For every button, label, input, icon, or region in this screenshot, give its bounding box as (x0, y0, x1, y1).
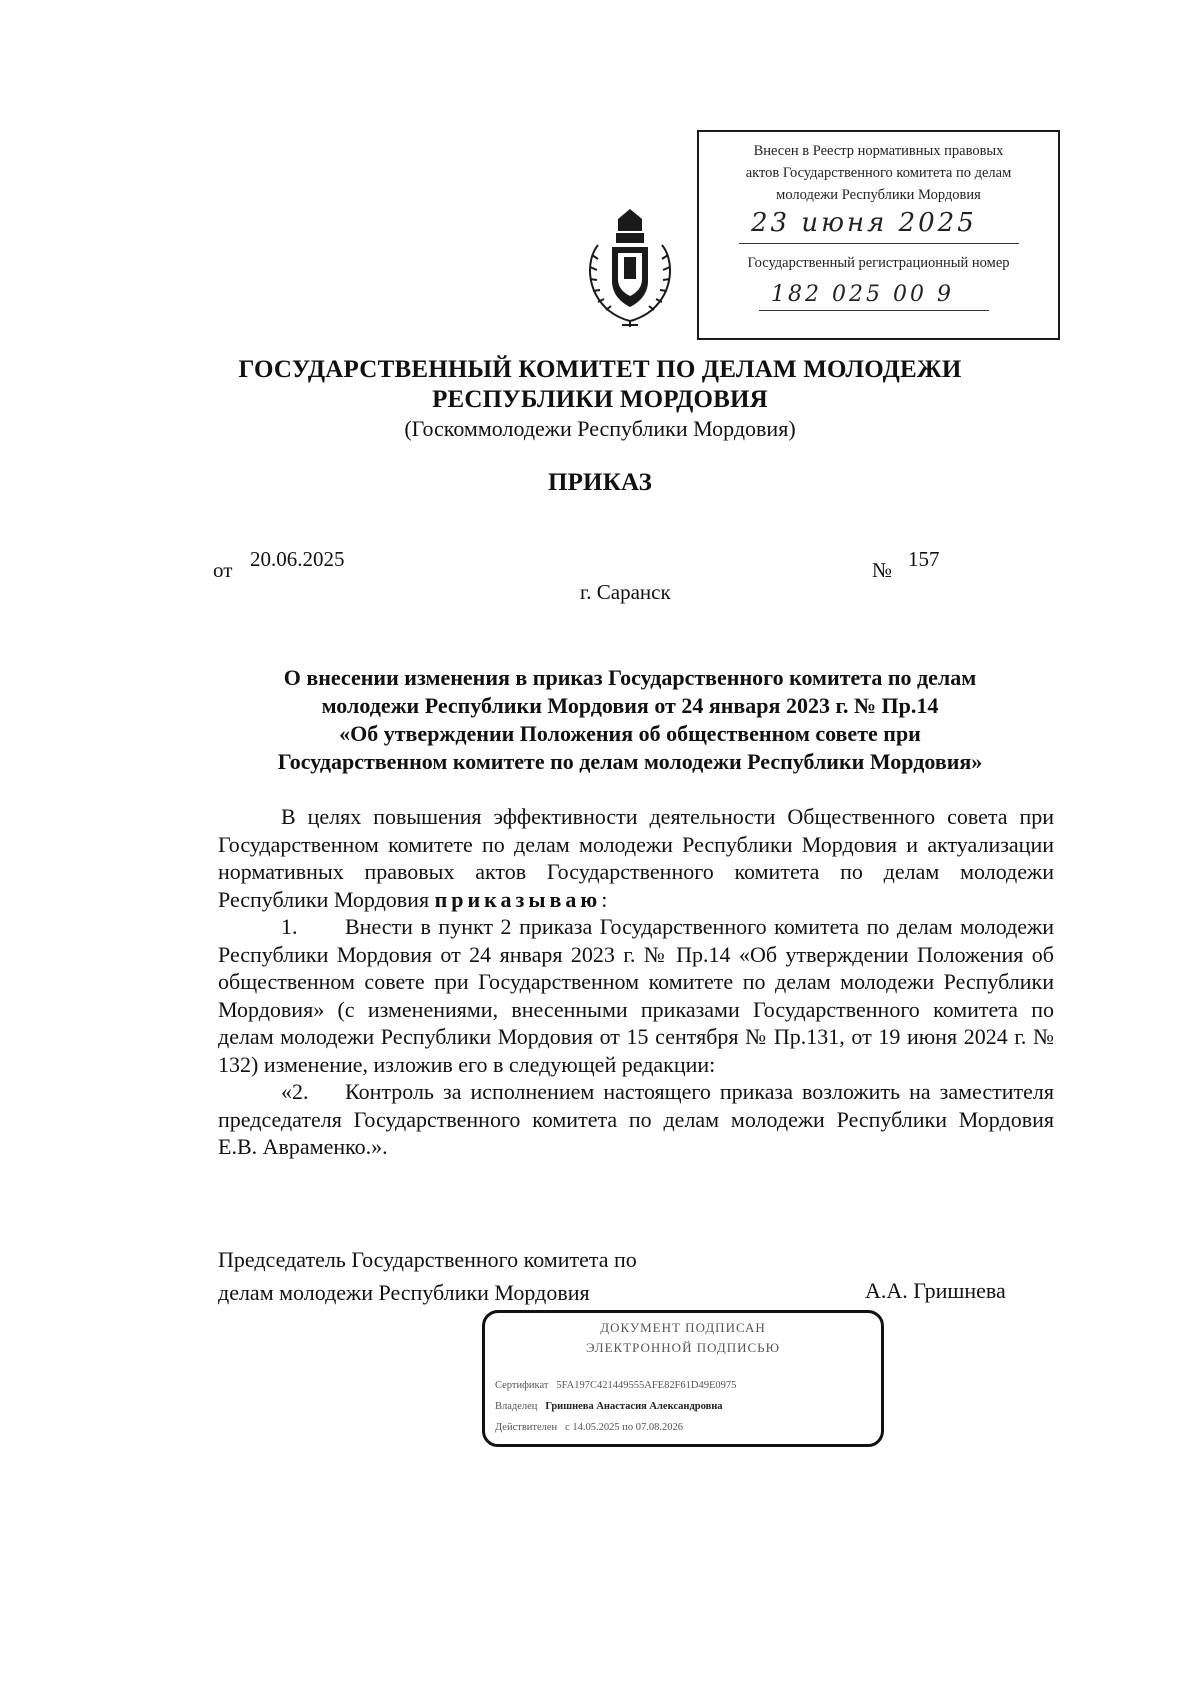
registry-number-label: Государственный регистрационный номер (747, 255, 1010, 271)
order-city: г. Саранск (580, 580, 671, 604)
order-body (218, 803, 1054, 1161)
order-number: 157 (908, 547, 940, 571)
registry-number-underline (759, 310, 989, 311)
esig-validity-value: с 14.05.2025 по 07.08.2026 (565, 1422, 683, 1433)
title-line-2: молодежи Республики Мордовия от 24 января 2023 г. № Пр.14 (321, 693, 939, 718)
number-label: № (872, 558, 893, 582)
order-date: 20.06.2025 (250, 547, 345, 571)
esig-title-line-2: ЭЛЕКТРОННОЙ ПОДПИСЬЮ (586, 1340, 780, 1355)
orders-colon: : (601, 886, 608, 912)
intro-text: В целях повышения эффективности деятельности Общественного совета при Государственном комитете по делам молодежи Республики Мордовия и актуализации нормативных правовых актов Государственного комитета по делам молодежи Республики Мордовия (218, 804, 1054, 912)
signatory-position (218, 1243, 637, 1309)
committee-abbreviation: (Госкоммолодежи Республики Мордовия) (404, 416, 796, 441)
signatory-position-line-1: Председатель Государственного комитета по (218, 1247, 637, 1272)
registry-line-3: молодежи Республики Мордовия (776, 187, 981, 203)
intro-paragraph (218, 803, 1054, 913)
date-label: от (213, 558, 233, 582)
registry-line-1: Внесен в Реестр нормативных правовых (753, 143, 1004, 159)
signatory-name: А.А. Гришнева (865, 1278, 1006, 1303)
esig-owner-label: Владелец (495, 1401, 538, 1412)
esig-certificate-label: Сертификат (495, 1380, 549, 1391)
committee-name-line-2: РЕСПУБЛИКИ МОРДОВИЯ (432, 386, 768, 413)
item-2-text: Контроль за исполнением настоящего приказа возложить на заместителя председателя Государственного комитета по делам молодежи Республики Мордовия Е.В. Авраменко.». (218, 1079, 1054, 1159)
title-line-4: Государственном комитете по делам молодежи Республики Мордовия» (277, 749, 983, 774)
registry-stamp (697, 130, 1060, 340)
esig-owner-value: Гришнева Анастасия Александровна (545, 1401, 723, 1412)
esig-validity-row (495, 1422, 683, 1433)
title-line-3: «Об утверждении Положения об общественном совете при (339, 721, 921, 746)
electronic-signature-stamp (482, 1310, 884, 1447)
item-1-paragraph (218, 913, 1054, 1078)
signatory-position-line-2: делам молодежи Республики Мордовия (218, 1280, 590, 1305)
coat-of-arms-icon (578, 205, 682, 330)
esig-certificate-row (495, 1380, 736, 1391)
registry-entry-date: 23 июня 2025 (751, 208, 977, 238)
committee-name-line-1: ГОСУДАРСТВЕННЫЙ КОМИТЕТ ПО ДЕЛАМ МОЛОДЕЖИ (238, 356, 962, 383)
item-2-number: «2. (281, 1079, 309, 1104)
esig-owner-row (495, 1401, 723, 1412)
title-line-1: О внесении изменения в приказ Государственного комитета по делам (283, 665, 977, 690)
esig-title-line-1: ДОКУМЕНТ ПОДПИСАН (600, 1320, 766, 1335)
registry-date-underline (739, 243, 1019, 244)
order-title (200, 664, 1060, 776)
item-2-paragraph (218, 1078, 1054, 1161)
esig-validity-label: Действителен (495, 1422, 558, 1433)
registry-number: 182 025 00 9 (771, 282, 954, 307)
esig-certificate-value: 5FA197C421449555AFE82F61D49E0975 (556, 1380, 737, 1391)
item-1-text: Внести в пункт 2 приказа Государственного комитета по делам молодежи Республики Мордовия от 24 января 2023 г. № Пр.14 «Об утверждении Положения об общественном совете при Государственном комитете по делам молодежи Республики Мордовия» (с изменениями, внесенными приказами Государственного комитета по делам молодежи Республики Мордовия от 15 сентября № Пр.131, от 19 июня 2024 г. № 132) изменение, изложив его в следующей редакции: (218, 914, 1054, 1077)
orders-word: приказываю (434, 886, 602, 912)
registry-line-2: актов Государственного комитета по делам (745, 165, 1012, 181)
document-type: ПРИКАЗ (547, 469, 653, 496)
item-1-number: 1. (281, 914, 298, 939)
